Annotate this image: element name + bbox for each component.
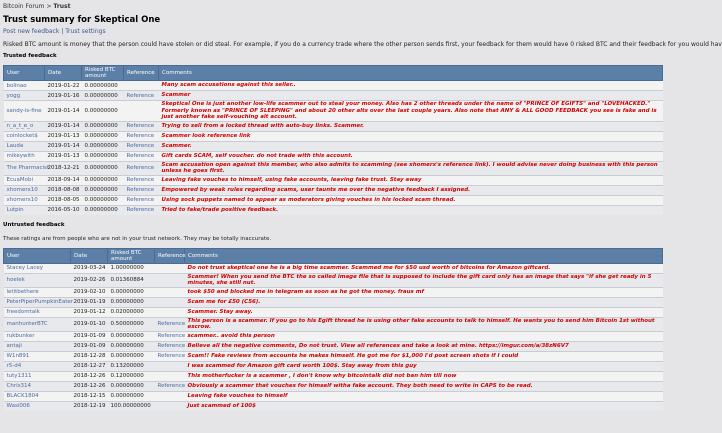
cell-comment: scammer.. avoid this person (185, 331, 663, 341)
cell-comment: Scammer. (159, 141, 663, 151)
cell-amount: 0.00000000 (82, 81, 124, 91)
cell-amount: 0.00000000 (82, 185, 124, 195)
column-header: Date (45, 66, 82, 81)
table-row (4, 263, 663, 273)
cell-user[interactable]: W1n891 (4, 351, 71, 361)
cell-ref[interactable]: Reference (155, 341, 185, 351)
table-row (4, 185, 663, 195)
cell-comment: Skeptical One is just another low-life scammer out to steal your money. Also has 2 other threads under the name of "PRINCE OF EGIFTS" and "LOVEHACKED." Formerly known as "PRINCE OF SLEEPING" and about 20 other alts over the last couple years. Also note that ANY & ALL GOOD FEEDBACK you see is fake and is just another fake self-vouching alt account. (159, 101, 663, 122)
cell-user[interactable]: Chris314 (4, 381, 71, 391)
table-row (4, 205, 663, 215)
cell-comment: This person is a scammer. If you go to his Egift thread he is using other fake accounts to talk to himself. He wants you to send him Bitcoin 1st without escrow. (185, 317, 663, 331)
cell-amount: 0.00000000 (82, 151, 124, 161)
cell-date: 2018-12-28 (71, 351, 108, 361)
cell-amount: 0.00000000 (108, 287, 155, 297)
cell-date: 2018-08-08 (45, 185, 82, 195)
table-row (4, 361, 663, 371)
cell-amount: 0.13200000 (108, 361, 155, 371)
cell-user[interactable]: xhomerx10 (4, 185, 45, 195)
breadcrumb-separator: > (46, 3, 52, 10)
cell-date: 2018-12-15 (71, 391, 108, 401)
cell-user[interactable]: EcuaMobi (4, 175, 45, 185)
cell-ref (124, 101, 159, 122)
trusted-feedback-table (3, 65, 663, 215)
cell-date: 2018-12-21 (45, 161, 82, 175)
cell-comment: Tried to fake/trade positive feedback. (159, 205, 663, 215)
cell-date: 2019-03-24 (71, 263, 108, 273)
cell-date: 2019-01-16 (45, 91, 82, 101)
cell-amount: 100.00000000 (108, 401, 155, 411)
column-header: Reference (155, 248, 185, 263)
cell-user[interactable]: antaji (4, 341, 71, 351)
cell-date: 2019-01-09 (71, 341, 108, 351)
cell-amount: 0.00000000 (82, 195, 124, 205)
cell-ref[interactable]: Reference (124, 161, 159, 175)
cell-amount: 0.00000000 (108, 391, 155, 401)
cell-ref (155, 297, 185, 307)
cell-date: 2019-02-10 (71, 287, 108, 297)
cell-user[interactable]: manhunterBTC (4, 317, 71, 331)
column-header: Reference (124, 66, 159, 81)
cell-comment: Scam!! Fake reviews from accounts he makes himself. He got me for $1,000 I'd post screen shots if I could (185, 351, 663, 361)
cell-user[interactable]: bolinao (4, 81, 45, 91)
cell-user[interactable]: tuty1311 (4, 371, 71, 381)
cell-amount: 0.02000000 (108, 307, 155, 317)
table-row (4, 391, 663, 401)
cell-comment: Obviously a scammer that vouches for himself witha fake account. They both need to write in CAPS to be read. (185, 381, 663, 391)
cell-user[interactable]: BLACK1804 (4, 391, 71, 401)
breadcrumb (3, 0, 637, 13)
cell-user[interactable]: letitbethere (4, 287, 71, 297)
cell-ref (155, 287, 185, 297)
trust-settings-link[interactable]: Trust settings (65, 28, 106, 35)
cell-comment: Gift cards SCAM, self voucher. do not trade with this account. (159, 151, 663, 161)
cell-ref[interactable]: Reference (124, 131, 159, 141)
table-row (4, 195, 663, 205)
table-row (4, 371, 663, 381)
cell-comment: Empowered by weak rules regarding scams, user taunts me over the negative feedback I assigned. (159, 185, 663, 195)
cell-amount: 0.00000000 (108, 381, 155, 391)
cell-user[interactable]: Stacey Lacey (4, 263, 71, 273)
cell-comment: I was scammed for Amazon gift card worth 100$. Stay away from this guy (185, 361, 663, 371)
cell-amount: 0.01360884 (108, 273, 155, 287)
cell-date: 2016-05-10 (45, 205, 82, 215)
cell-comment: Leaving fake vouches to himself (185, 391, 663, 401)
cell-user[interactable]: rukbunker (4, 331, 71, 341)
cell-ref[interactable]: Reference (155, 317, 185, 331)
cell-comment: Believe all the negative comments, Do not trust. View all references and take a look at mine. https://imgur.com/a/38zN6V7 (185, 341, 663, 351)
cell-amount: 1.00000000 (108, 263, 155, 273)
cell-ref (155, 391, 185, 401)
cell-ref (124, 81, 159, 91)
cell-ref[interactable]: Reference (124, 195, 159, 205)
table-row (4, 297, 663, 307)
cell-comment: Scam accusation open against this member, who also admits to scamming (see xhomerx's reference link). I would advise never doing business with this person unless he goes first. (159, 161, 663, 175)
cell-date: 2019-01-14 (45, 121, 82, 131)
cell-comment: This motherfucker is a scammer , I don't know why bitcointalk did not ban him till now (185, 371, 663, 381)
cell-user[interactable]: yogg (4, 91, 45, 101)
table-row (4, 341, 663, 351)
cell-amount: 0.00000000 (82, 121, 124, 131)
cell-date: 2018-12-27 (71, 361, 108, 371)
cell-comment: Scam me for £50 (C56). (185, 297, 663, 307)
cell-amount: 0.00000000 (82, 131, 124, 141)
cell-user[interactable]: freedomtalk (4, 307, 71, 317)
cell-user[interactable]: mikeywith (4, 151, 45, 161)
cell-user[interactable]: n_a_t_e_o (4, 121, 45, 131)
cell-user[interactable]: Lauda (4, 141, 45, 151)
cell-user[interactable]: coinlocket$ (4, 131, 45, 141)
cell-date: 2018-09-14 (45, 175, 82, 185)
cell-amount: 0.00000000 (82, 91, 124, 101)
cell-amount: 0.00000000 (108, 351, 155, 361)
cell-comment: Many scam accusations against this seller.. (159, 81, 663, 91)
column-header: User (4, 66, 45, 81)
table-row (4, 91, 663, 101)
cell-user[interactable]: Lutpin (4, 205, 45, 215)
untrusted-note: These ratings are from people who are not in your trust network. They may be totally inaccurate. (3, 235, 272, 242)
cell-ref (155, 371, 185, 381)
cell-ref (155, 401, 185, 411)
cell-date: 2019-01-13 (45, 151, 82, 161)
cell-comment: Do not trust skeptical one he is a big time scammer. Scammed me for $50 usd worth of bitcoins for Amazon giftcard. (185, 263, 663, 273)
table-row (4, 141, 663, 151)
table-row (4, 401, 663, 411)
cell-date: 2019-01-10 (71, 317, 108, 331)
column-header: Comments (185, 248, 663, 263)
feedback-links (3, 28, 637, 35)
cell-ref[interactable]: Reference (124, 205, 159, 215)
table-row (4, 351, 663, 361)
cell-amount: 0.00000000 (82, 175, 124, 185)
cell-ref[interactable]: Reference (155, 381, 185, 391)
column-header: Risked BTC amount (108, 248, 155, 263)
trusted-feedback-heading: Trusted feedback (3, 53, 57, 59)
cell-date: 2019-01-09 (71, 331, 108, 341)
cell-ref[interactable]: Reference (155, 351, 185, 361)
table-row (4, 273, 663, 287)
cell-ref[interactable]: Reference (155, 331, 185, 341)
column-header: Date (71, 248, 108, 263)
table-row (4, 175, 663, 185)
cell-ref (155, 273, 185, 287)
table-row (4, 381, 663, 391)
cell-comment: Scammer. Stay away. (185, 307, 663, 317)
cell-ref (155, 361, 185, 371)
untrusted-feedback-heading: Untrusted feedback (3, 221, 65, 228)
cell-user[interactable]: Wasi006 (4, 401, 71, 411)
table-row (4, 151, 663, 161)
cell-amount: 0.00000000 (82, 141, 124, 151)
cell-date: 2019-02-26 (71, 273, 108, 287)
cell-date: 2018-12-26 (71, 381, 108, 391)
cell-date: 2018-12-26 (71, 371, 108, 381)
table-row (4, 131, 663, 141)
cell-user[interactable]: xhomerx10 (4, 195, 45, 205)
cell-ref[interactable]: Reference (124, 141, 159, 151)
untrusted-feedback-table (3, 248, 663, 411)
cell-amount: 0.00000000 (108, 331, 155, 341)
cell-date: 2019-01-14 (45, 101, 82, 122)
cell-user[interactable]: hoelek (4, 273, 71, 287)
cell-ref (155, 263, 185, 273)
cell-date: 2019-01-13 (45, 131, 82, 141)
cell-amount: 0.00000000 (82, 205, 124, 215)
cell-comment: Using sock puppets named to appear as moderators giving vouches in his locked scam thread. (159, 195, 663, 205)
risked-btc-explanation: Risked BTC amount is money that the person could have stolen or did steal. For example, if you do a currency trade where the other person sends first, your feedback for them would have 0 risked BTC and their feedback for you would hav (3, 41, 722, 48)
cell-date: 2019-01-14 (45, 141, 82, 151)
cell-user[interactable]: r5-d4 (4, 361, 71, 371)
cell-comment: Scammer look reference link (159, 131, 663, 141)
cell-comment: Just scammed of 100$ (185, 401, 663, 411)
table-row (4, 307, 663, 317)
cell-comment: Trying to sell from a locked thread with auto-buy links. Scammer. (159, 121, 663, 131)
cell-user[interactable]: sandy-is-fine (4, 101, 45, 122)
breadcrumb-current: Trust (53, 3, 71, 10)
cell-ref (155, 307, 185, 317)
table-row (4, 101, 663, 122)
cell-date: 2019-01-22 (45, 81, 82, 91)
cell-date: 2018-12-19 (71, 401, 108, 411)
cell-comment: took $50 and blocked me in telegram as soon as he got the money. fraus mf (185, 287, 663, 297)
column-header: User (4, 248, 71, 263)
page-title: Trust summary for Skeptical One (3, 15, 161, 25)
cell-amount: 0.12000000 (108, 371, 155, 381)
cell-date: 2019-01-12 (71, 307, 108, 317)
cell-ref[interactable]: Reference (124, 175, 159, 185)
breadcrumb-forum-link[interactable]: Bitcoin Forum (3, 3, 45, 10)
cell-date: 2018-08-05 (45, 195, 82, 205)
cell-amount: 0.50000000 (108, 317, 155, 331)
table-row (4, 317, 663, 331)
cell-amount: 0.00000000 (82, 101, 124, 122)
cell-ref[interactable]: Reference (124, 121, 159, 131)
cell-ref[interactable]: Reference (124, 185, 159, 195)
cell-date: 2019-01-19 (71, 297, 108, 307)
table-row (4, 121, 663, 131)
table-row (4, 81, 663, 91)
cell-user[interactable]: The Pharmacist (4, 161, 45, 175)
cell-ref[interactable]: Reference (124, 151, 159, 161)
cell-comment: Scammer! When you send the BTC the so called image file that is supposed to include the gift card only has an image that says "if she get ready in 5 minutes, she still nut. (185, 273, 663, 287)
cell-user[interactable]: PeterPiperPumpkinEater (4, 297, 71, 307)
table-row (4, 287, 663, 297)
table-row (4, 161, 663, 175)
cell-comment: Scammer (159, 91, 663, 101)
cell-comment: Leaving fake vouches to himself, using fake accounts, leaving fake trust. Stay away (159, 175, 663, 185)
column-header: Risked BTC amount (82, 66, 124, 81)
table-row (4, 331, 663, 341)
cell-amount: 0.00000000 (108, 297, 155, 307)
cell-ref[interactable]: Reference (124, 91, 159, 101)
post-feedback-link[interactable]: Post new feedback (3, 28, 60, 35)
links-separator: | (61, 28, 64, 35)
column-header: Comments (159, 66, 663, 81)
cell-amount: 0.00000000 (82, 161, 124, 175)
cell-amount: 0.00000000 (108, 341, 155, 351)
